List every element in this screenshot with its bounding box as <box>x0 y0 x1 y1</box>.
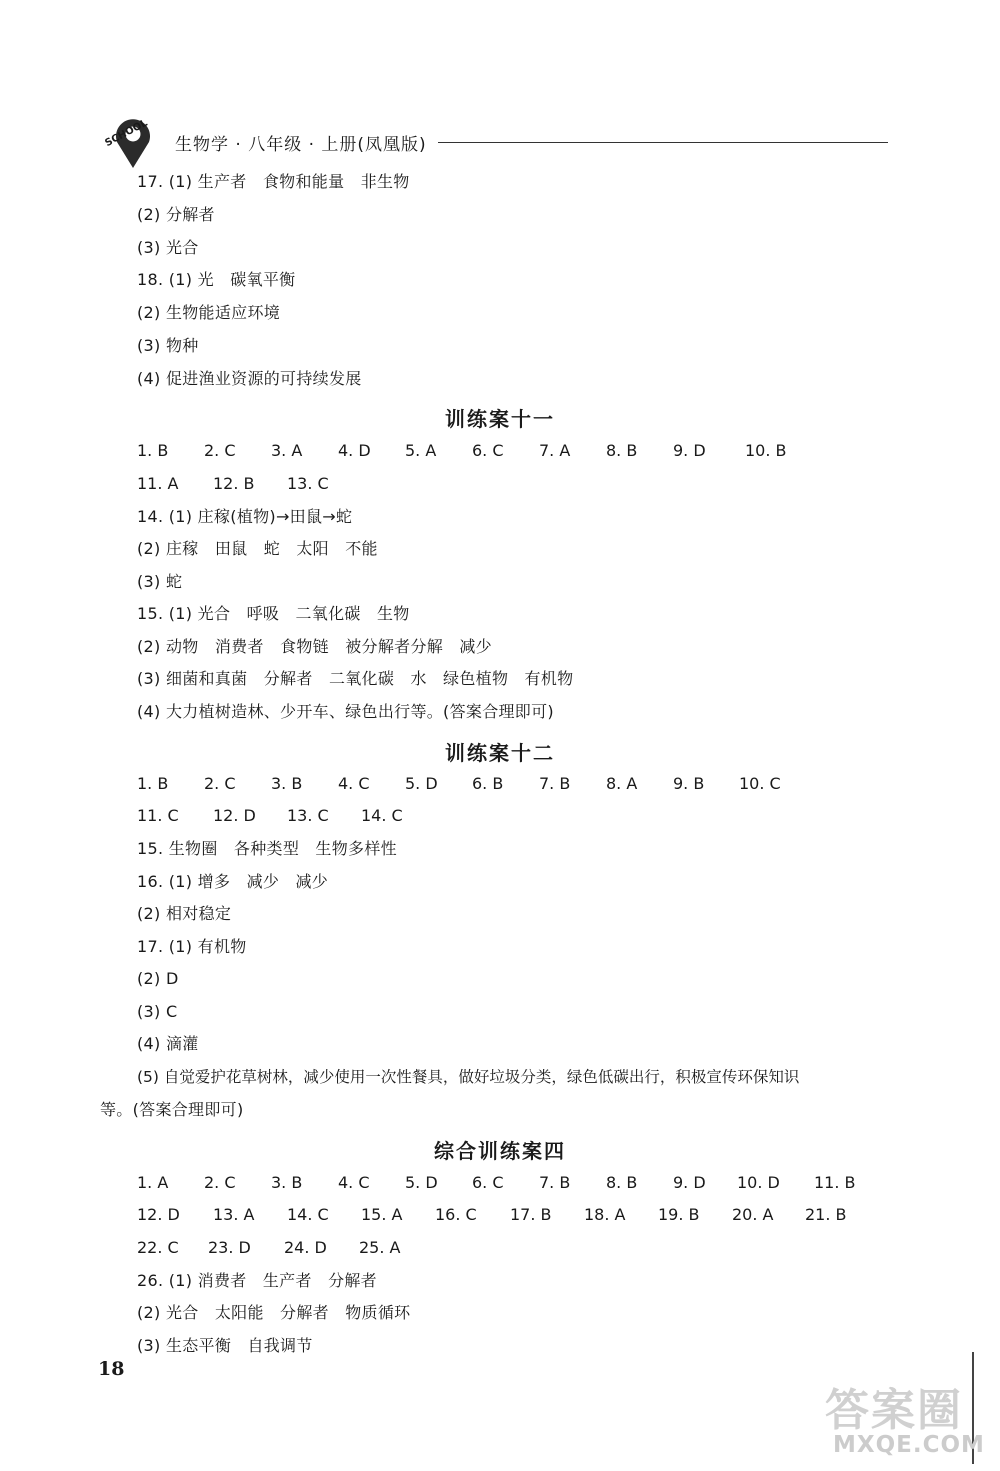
choice-answer: 19. B <box>658 1205 700 1224</box>
answer-line: (3) 物种 <box>137 336 199 355</box>
choice-answer: 24. D <box>284 1238 327 1257</box>
choice-answer: 14. C <box>287 1205 329 1224</box>
choice-answer: 3. B <box>271 774 303 793</box>
choice-answer: 10. C <box>739 774 781 793</box>
answer-line: 15. 生物圈 各种类型 生物多样性 <box>137 839 397 858</box>
choice-answer: 3. A <box>271 441 303 460</box>
choice-answer: 11. A <box>137 474 179 493</box>
choice-answer: 2. C <box>204 774 236 793</box>
watermark-text: 答案圈 <box>825 1385 963 1436</box>
answer-line: (4) 促进渔业资源的可持续发展 <box>137 369 362 388</box>
answer-line: 26. (1) 消费者 生产者 分解者 <box>137 1271 377 1290</box>
answer-line: (3) 细菌和真菌 分解者 二氧化碳 水 绿色植物 有机物 <box>137 669 574 688</box>
answer-line: (2) 庄稼 田鼠 蛇 太阳 不能 <box>137 539 378 558</box>
choice-answer: 1. B <box>137 774 169 793</box>
choice-answer: 12. D <box>137 1205 180 1224</box>
choice-answer: 18. A <box>584 1205 626 1224</box>
answer-line: 14. (1) 庄稼(植物)→田鼠→蛇 <box>137 507 353 526</box>
choice-answer: 9. B <box>673 774 705 793</box>
answer-line: (2) 分解者 <box>137 205 215 224</box>
choice-answer: 8. A <box>606 774 638 793</box>
choice-answer: 10. B <box>745 441 787 460</box>
choice-answer: 14. C <box>361 806 403 825</box>
answer-line: (4) 滴灌 <box>137 1034 199 1053</box>
answer-line: (3) 生态平衡 自我调节 <box>137 1336 313 1355</box>
choice-answer: 3. B <box>271 1173 303 1192</box>
answer-line: (2) D <box>137 969 179 988</box>
choice-answer: 11. C <box>137 806 179 825</box>
choice-answer: 8. B <box>606 441 638 460</box>
choice-answer: 20. A <box>732 1205 774 1224</box>
choice-answer: 12. B <box>213 474 255 493</box>
choice-answer: 5. A <box>405 441 437 460</box>
answer-line: (5) 自觉爱护花草树林，减少使用一次性餐具，做好垃圾分类，绿色低碳出行，积极宣传环保知识 <box>137 1068 800 1086</box>
school-logo-icon <box>100 112 170 174</box>
choice-answer: 13. A <box>213 1205 255 1224</box>
choice-answer: 4. C <box>338 774 370 793</box>
choice-answer: 23. D <box>208 1238 251 1257</box>
section-title: 训练案十一 <box>445 407 555 431</box>
choice-answer: 2. C <box>204 441 236 460</box>
choice-answer: 9. D <box>673 441 706 460</box>
choice-answer: 13. C <box>287 806 329 825</box>
choice-answer: 13. C <box>287 474 329 493</box>
answer-line: (2) 相对稳定 <box>137 904 232 923</box>
section-title: 综合训练案四 <box>434 1139 566 1163</box>
choice-answer: 1. A <box>137 1173 169 1192</box>
choice-answer: 22. C <box>137 1238 179 1257</box>
choice-answer: 7. A <box>539 441 571 460</box>
choice-answer: 16. C <box>435 1205 477 1224</box>
choice-answer: 1. B <box>137 441 169 460</box>
section-title: 训练案十二 <box>445 741 555 765</box>
watermark-url: MXQE.COM <box>833 1432 985 1458</box>
choice-answer: 5. D <box>405 1173 438 1192</box>
answer-line: 等。(答案合理即可) <box>100 1100 244 1119</box>
answer-line: (2) 动物 消费者 食物链 被分解者分解 减少 <box>137 637 492 656</box>
page-number: 18 <box>98 1358 125 1380</box>
choice-answer: 7. B <box>539 774 571 793</box>
header-rule <box>438 142 888 143</box>
watermark <box>825 1374 985 1464</box>
answer-line: 18. (1) 光 碳氧平衡 <box>137 270 296 289</box>
choice-answer: 15. A <box>361 1205 403 1224</box>
choice-answer: 6. C <box>472 1173 504 1192</box>
logo-text: SCHOOL <box>103 117 150 150</box>
choice-answer: 9. D <box>673 1173 706 1192</box>
answer-line: 15. (1) 光合 呼吸 二氧化碳 生物 <box>137 604 410 623</box>
choice-answer: 5. D <box>405 774 438 793</box>
book-title: 生物学 · 八年级 · 上册(凤凰版) <box>175 135 427 155</box>
answer-line: (2) 生物能适应环境 <box>137 303 281 322</box>
choice-answer: 11. B <box>814 1173 856 1192</box>
answer-line: 16. (1) 增多 减少 减少 <box>137 872 329 891</box>
choice-answer: 25. A <box>359 1238 401 1257</box>
answer-line: (3) 蛇 <box>137 572 183 591</box>
choice-answer: 6. C <box>472 441 504 460</box>
choice-answer: 4. C <box>338 1173 370 1192</box>
answer-line: (3) 光合 <box>137 238 199 257</box>
answer-line: (2) 光合 太阳能 分解者 物质循环 <box>137 1303 411 1322</box>
answer-line: (4) 大力植树造林、少开车、绿色出行等。(答案合理即可) <box>137 702 554 721</box>
answer-line: (3) C <box>137 1002 178 1021</box>
choice-answer: 21. B <box>805 1205 847 1224</box>
answer-line: 17. (1) 生产者 食物和能量 非生物 <box>137 172 410 191</box>
choice-answer: 6. B <box>472 774 504 793</box>
choice-answer: 2. C <box>204 1173 236 1192</box>
choice-answer: 17. B <box>510 1205 552 1224</box>
choice-answer: 12. D <box>213 806 256 825</box>
choice-answer: 7. B <box>539 1173 571 1192</box>
choice-answer: 8. B <box>606 1173 638 1192</box>
choice-answer: 4. D <box>338 441 371 460</box>
answer-line: 17. (1) 有机物 <box>137 937 247 956</box>
choice-answer: 10. D <box>737 1173 780 1192</box>
